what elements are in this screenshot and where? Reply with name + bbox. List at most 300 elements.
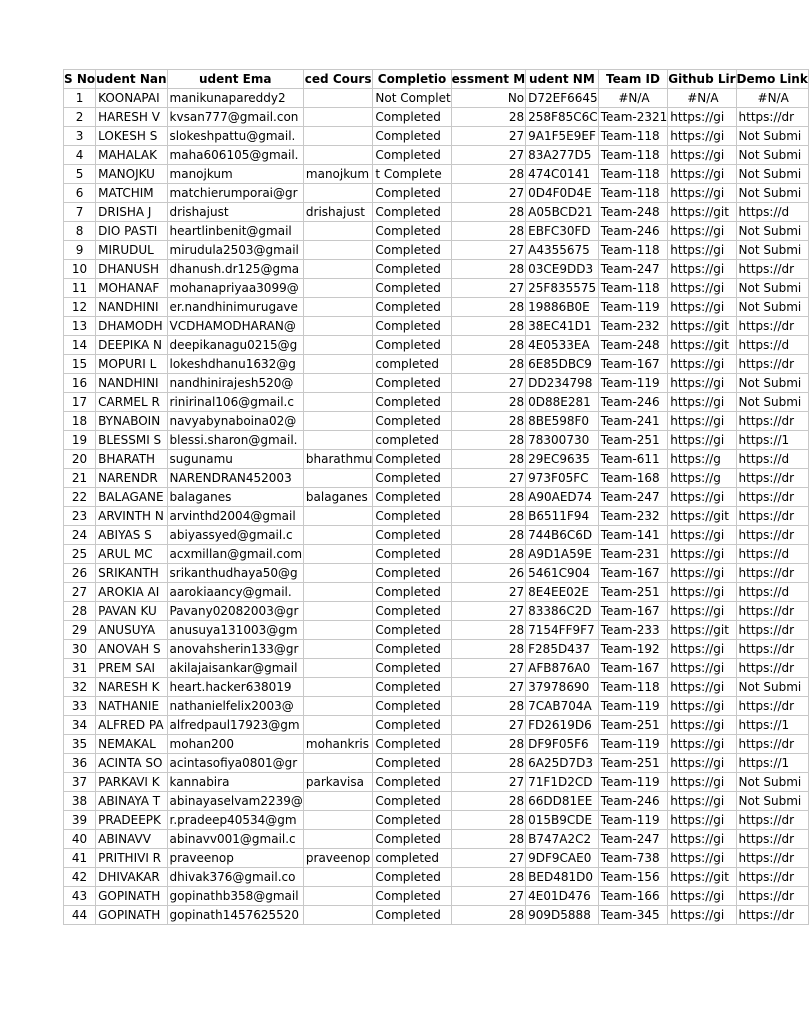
cell-completion[interactable]: Completed: [373, 659, 451, 678]
cell-student-email[interactable]: dhanush.dr125@gma: [167, 260, 303, 279]
cell-placed-course[interactable]: [303, 469, 372, 488]
cell-placed-course[interactable]: parkavisa: [303, 773, 372, 792]
cell-assessment-marks[interactable]: 27: [451, 469, 525, 488]
cell-github-link[interactable]: https://g: [668, 450, 736, 469]
cell-github-link[interactable]: https://gi: [668, 393, 736, 412]
cell-assessment-marks[interactable]: 27: [451, 146, 525, 165]
cell-s-no[interactable]: 2: [64, 108, 96, 127]
header-placed-course[interactable]: ced Cours: [303, 70, 372, 89]
cell-student-email[interactable]: maha606105@gmail.: [167, 146, 303, 165]
cell-placed-course[interactable]: [303, 393, 372, 412]
cell-completion[interactable]: Completed: [373, 792, 451, 811]
cell-placed-course[interactable]: [303, 355, 372, 374]
cell-demo-link[interactable]: Not Submi: [736, 165, 808, 184]
cell-student-nm-id[interactable]: EBFC30FD: [526, 222, 599, 241]
cell-student-name[interactable]: ALFRED PA: [96, 716, 167, 735]
cell-student-email[interactable]: srikanthudhaya50@g: [167, 564, 303, 583]
cell-github-link[interactable]: https://gi: [668, 602, 736, 621]
cell-student-nm-id[interactable]: 29EC9635: [526, 450, 599, 469]
header-github-link[interactable]: Github Lir: [668, 70, 736, 89]
cell-completion[interactable]: Completed: [373, 108, 451, 127]
cell-team-id[interactable]: Team-119: [598, 298, 668, 317]
cell-assessment-marks[interactable]: 28: [451, 393, 525, 412]
cell-team-id[interactable]: Team-119: [598, 697, 668, 716]
cell-student-email[interactable]: gopinath1457625520: [167, 906, 303, 925]
cell-s-no[interactable]: 34: [64, 716, 96, 735]
cell-completion[interactable]: Completed: [373, 317, 451, 336]
cell-placed-course[interactable]: [303, 887, 372, 906]
header-student-email[interactable]: udent Ema: [167, 70, 303, 89]
cell-student-name[interactable]: SRIKANTH: [96, 564, 167, 583]
cell-student-name[interactable]: BYNABOIN: [96, 412, 167, 431]
cell-student-name[interactable]: DRISHA J: [96, 203, 167, 222]
cell-student-name[interactable]: BHARATH: [96, 450, 167, 469]
cell-team-id[interactable]: Team-168: [598, 469, 668, 488]
cell-student-name[interactable]: DEEPIKA N: [96, 336, 167, 355]
cell-completion[interactable]: Completed: [373, 526, 451, 545]
cell-placed-course[interactable]: [303, 754, 372, 773]
cell-assessment-marks[interactable]: 28: [451, 431, 525, 450]
cell-student-name[interactable]: AROKIA AI: [96, 583, 167, 602]
cell-student-email[interactable]: mohan200: [167, 735, 303, 754]
cell-completion[interactable]: Completed: [373, 602, 451, 621]
cell-student-name[interactable]: NANDHINI: [96, 374, 167, 393]
cell-team-id[interactable]: Team-233: [598, 621, 668, 640]
cell-github-link[interactable]: https://gi: [668, 735, 736, 754]
cell-github-link[interactable]: https://gi: [668, 887, 736, 906]
cell-demo-link[interactable]: https://dr: [736, 564, 808, 583]
cell-student-name[interactable]: PARKAVI K: [96, 773, 167, 792]
cell-s-no[interactable]: 16: [64, 374, 96, 393]
cell-demo-link[interactable]: https://dr: [736, 887, 808, 906]
cell-completion[interactable]: Completed: [373, 393, 451, 412]
cell-team-id[interactable]: Team-251: [598, 716, 668, 735]
cell-demo-link[interactable]: https://dr: [736, 811, 808, 830]
header-completion[interactable]: Completio: [373, 70, 451, 89]
cell-student-email[interactable]: nandhinirajesh520@: [167, 374, 303, 393]
cell-demo-link[interactable]: Not Submi: [736, 678, 808, 697]
cell-student-email[interactable]: Pavany02082003@gr: [167, 602, 303, 621]
cell-team-id[interactable]: Team-166: [598, 887, 668, 906]
cell-team-id[interactable]: Team-118: [598, 678, 668, 697]
cell-team-id[interactable]: Team-119: [598, 811, 668, 830]
cell-completion[interactable]: Completed: [373, 184, 451, 203]
cell-team-id[interactable]: #N/A: [598, 89, 668, 108]
cell-placed-course[interactable]: [303, 507, 372, 526]
cell-placed-course[interactable]: [303, 830, 372, 849]
cell-completion[interactable]: Completed: [373, 412, 451, 431]
cell-placed-course[interactable]: [303, 146, 372, 165]
cell-team-id[interactable]: Team-118: [598, 165, 668, 184]
cell-assessment-marks[interactable]: 27: [451, 773, 525, 792]
cell-team-id[interactable]: Team-231: [598, 545, 668, 564]
cell-placed-course[interactable]: [303, 431, 372, 450]
cell-student-nm-id[interactable]: D72EF6645: [526, 89, 599, 108]
cell-s-no[interactable]: 20: [64, 450, 96, 469]
cell-student-email[interactable]: dhivak376@gmail.co: [167, 868, 303, 887]
cell-completion[interactable]: Completed: [373, 279, 451, 298]
cell-demo-link[interactable]: Not Submi: [736, 393, 808, 412]
cell-student-email[interactable]: blessi.sharon@gmail.: [167, 431, 303, 450]
cell-team-id[interactable]: Team-247: [598, 830, 668, 849]
cell-s-no[interactable]: 14: [64, 336, 96, 355]
cell-team-id[interactable]: Team-118: [598, 127, 668, 146]
cell-student-name[interactable]: MANOJKU: [96, 165, 167, 184]
cell-github-link[interactable]: https://gi: [668, 146, 736, 165]
cell-student-nm-id[interactable]: 03CE9DD3: [526, 260, 599, 279]
cell-github-link[interactable]: https://gi: [668, 222, 736, 241]
cell-assessment-marks[interactable]: 27: [451, 241, 525, 260]
cell-student-name[interactable]: NANDHINI: [96, 298, 167, 317]
cell-student-nm-id[interactable]: 909D5888: [526, 906, 599, 925]
cell-github-link[interactable]: https://gi: [668, 659, 736, 678]
cell-github-link[interactable]: https://gi: [668, 488, 736, 507]
cell-student-nm-id[interactable]: 19886B0E: [526, 298, 599, 317]
cell-student-nm-id[interactable]: A05BCD21: [526, 203, 599, 222]
cell-assessment-marks[interactable]: 27: [451, 602, 525, 621]
cell-assessment-marks[interactable]: 28: [451, 640, 525, 659]
cell-assessment-marks[interactable]: 27: [451, 374, 525, 393]
cell-student-email[interactable]: manikunapareddy2: [167, 89, 303, 108]
cell-student-name[interactable]: KOONAPAI: [96, 89, 167, 108]
cell-s-no[interactable]: 3: [64, 127, 96, 146]
cell-demo-link[interactable]: https://dr: [736, 830, 808, 849]
cell-github-link[interactable]: https://git: [668, 621, 736, 640]
cell-team-id[interactable]: Team-167: [598, 659, 668, 678]
cell-demo-link[interactable]: https://dr: [736, 108, 808, 127]
cell-student-email[interactable]: balaganes: [167, 488, 303, 507]
cell-student-nm-id[interactable]: 78300730: [526, 431, 599, 450]
cell-student-nm-id[interactable]: 66DD81EE: [526, 792, 599, 811]
cell-student-nm-id[interactable]: 744B6C6D: [526, 526, 599, 545]
cell-placed-course[interactable]: [303, 526, 372, 545]
cell-placed-course[interactable]: [303, 298, 372, 317]
cell-team-id[interactable]: Team-156: [598, 868, 668, 887]
cell-assessment-marks[interactable]: 27: [451, 583, 525, 602]
cell-student-name[interactable]: ARUL MC: [96, 545, 167, 564]
cell-github-link[interactable]: https://git: [668, 203, 736, 222]
cell-assessment-marks[interactable]: 28: [451, 507, 525, 526]
cell-team-id[interactable]: Team-119: [598, 735, 668, 754]
cell-student-email[interactable]: abinayaselvam2239@: [167, 792, 303, 811]
cell-team-id[interactable]: Team-738: [598, 849, 668, 868]
cell-completion[interactable]: Completed: [373, 583, 451, 602]
cell-team-id[interactable]: Team-251: [598, 754, 668, 773]
cell-completion[interactable]: Completed: [373, 336, 451, 355]
cell-s-no[interactable]: 13: [64, 317, 96, 336]
header-assessment-marks[interactable]: essment M: [451, 70, 525, 89]
cell-demo-link[interactable]: https://dr: [736, 317, 808, 336]
cell-assessment-marks[interactable]: 28: [451, 697, 525, 716]
cell-placed-course[interactable]: drishajust: [303, 203, 372, 222]
cell-student-nm-id[interactable]: 0D88E281: [526, 393, 599, 412]
cell-assessment-marks[interactable]: 27: [451, 184, 525, 203]
cell-placed-course[interactable]: [303, 184, 372, 203]
cell-student-nm-id[interactable]: 015B9CDE: [526, 811, 599, 830]
cell-student-nm-id[interactable]: A9D1A59E: [526, 545, 599, 564]
cell-student-email[interactable]: alfredpaul17923@gm: [167, 716, 303, 735]
cell-github-link[interactable]: https://gi: [668, 374, 736, 393]
cell-student-nm-id[interactable]: 71F1D2CD: [526, 773, 599, 792]
cell-completion[interactable]: Completed: [373, 868, 451, 887]
cell-github-link[interactable]: https://gi: [668, 716, 736, 735]
cell-assessment-marks[interactable]: 28: [451, 336, 525, 355]
cell-demo-link[interactable]: https://1: [736, 716, 808, 735]
cell-github-link[interactable]: https://gi: [668, 754, 736, 773]
cell-student-email[interactable]: matchierumporai@gr: [167, 184, 303, 203]
cell-completion[interactable]: Completed: [373, 716, 451, 735]
cell-assessment-marks[interactable]: 27: [451, 659, 525, 678]
cell-student-nm-id[interactable]: DD234798: [526, 374, 599, 393]
cell-student-email[interactable]: anovahsherin133@gr: [167, 640, 303, 659]
cell-assessment-marks[interactable]: 28: [451, 868, 525, 887]
cell-placed-course[interactable]: [303, 336, 372, 355]
cell-team-id[interactable]: Team-232: [598, 317, 668, 336]
cell-placed-course[interactable]: [303, 108, 372, 127]
cell-completion[interactable]: Completed: [373, 773, 451, 792]
cell-demo-link[interactable]: Not Submi: [736, 222, 808, 241]
cell-github-link[interactable]: https://gi: [668, 773, 736, 792]
cell-demo-link[interactable]: Not Submi: [736, 279, 808, 298]
cell-s-no[interactable]: 43: [64, 887, 96, 906]
cell-completion[interactable]: Completed: [373, 697, 451, 716]
cell-completion[interactable]: Completed: [373, 507, 451, 526]
header-team-id[interactable]: Team ID: [598, 70, 668, 89]
cell-team-id[interactable]: Team-118: [598, 146, 668, 165]
cell-student-nm-id[interactable]: 4E01D476: [526, 887, 599, 906]
cell-assessment-marks[interactable]: 27: [451, 279, 525, 298]
cell-student-nm-id[interactable]: 25F835575: [526, 279, 599, 298]
cell-github-link[interactable]: https://gi: [668, 431, 736, 450]
cell-assessment-marks[interactable]: 28: [451, 545, 525, 564]
cell-completion[interactable]: Completed: [373, 640, 451, 659]
cell-student-email[interactable]: akilajaisankar@gmail: [167, 659, 303, 678]
cell-assessment-marks[interactable]: 28: [451, 260, 525, 279]
cell-student-nm-id[interactable]: 4E0533EA: [526, 336, 599, 355]
cell-team-id[interactable]: Team-167: [598, 602, 668, 621]
cell-student-name[interactable]: GOPINATH: [96, 887, 167, 906]
cell-demo-link[interactable]: https://dr: [736, 868, 808, 887]
cell-github-link[interactable]: https://gi: [668, 108, 736, 127]
cell-s-no[interactable]: 10: [64, 260, 96, 279]
cell-demo-link[interactable]: https://dr: [736, 260, 808, 279]
cell-student-email[interactable]: lokeshdhanu1632@g: [167, 355, 303, 374]
cell-s-no[interactable]: 26: [64, 564, 96, 583]
cell-s-no[interactable]: 17: [64, 393, 96, 412]
cell-demo-link[interactable]: Not Submi: [736, 298, 808, 317]
cell-student-nm-id[interactable]: 5461C904: [526, 564, 599, 583]
cell-assessment-marks[interactable]: 27: [451, 887, 525, 906]
cell-placed-course[interactable]: praveenop: [303, 849, 372, 868]
cell-demo-link[interactable]: https://dr: [736, 849, 808, 868]
cell-placed-course[interactable]: [303, 906, 372, 925]
cell-placed-course[interactable]: [303, 697, 372, 716]
cell-student-email[interactable]: r.pradeep40534@gm: [167, 811, 303, 830]
cell-placed-course[interactable]: [303, 640, 372, 659]
cell-team-id[interactable]: Team-118: [598, 184, 668, 203]
cell-github-link[interactable]: https://gi: [668, 583, 736, 602]
cell-demo-link[interactable]: Not Submi: [736, 773, 808, 792]
cell-placed-course[interactable]: [303, 412, 372, 431]
cell-student-nm-id[interactable]: B747A2C2: [526, 830, 599, 849]
cell-github-link[interactable]: https://gi: [668, 545, 736, 564]
cell-student-nm-id[interactable]: B6511F94: [526, 507, 599, 526]
cell-assessment-marks[interactable]: 28: [451, 203, 525, 222]
header-demo-link[interactable]: Demo Link: [736, 70, 808, 89]
cell-assessment-marks[interactable]: 26: [451, 564, 525, 583]
cell-demo-link[interactable]: https://dr: [736, 621, 808, 640]
cell-assessment-marks[interactable]: 27: [451, 678, 525, 697]
cell-demo-link[interactable]: https://1: [736, 754, 808, 773]
cell-student-email[interactable]: mirudula2503@gmail: [167, 241, 303, 260]
cell-completion[interactable]: Completed: [373, 811, 451, 830]
cell-placed-course[interactable]: [303, 89, 372, 108]
cell-assessment-marks[interactable]: 28: [451, 735, 525, 754]
cell-placed-course[interactable]: bharathmu: [303, 450, 372, 469]
cell-demo-link[interactable]: #N/A: [736, 89, 808, 108]
cell-student-nm-id[interactable]: F285D437: [526, 640, 599, 659]
cell-demo-link[interactable]: https://dr: [736, 507, 808, 526]
cell-team-id[interactable]: Team-241: [598, 412, 668, 431]
cell-demo-link[interactable]: Not Submi: [736, 146, 808, 165]
cell-assessment-marks[interactable]: 27: [451, 127, 525, 146]
cell-assessment-marks[interactable]: 27: [451, 716, 525, 735]
cell-team-id[interactable]: Team-247: [598, 488, 668, 507]
cell-placed-course[interactable]: [303, 792, 372, 811]
cell-student-name[interactable]: MOPURI L: [96, 355, 167, 374]
cell-completion[interactable]: Completed: [373, 488, 451, 507]
cell-student-email[interactable]: kvsan777@gmail.con: [167, 108, 303, 127]
cell-student-nm-id[interactable]: 8E4EE02E: [526, 583, 599, 602]
cell-github-link[interactable]: https://gi: [668, 260, 736, 279]
cell-demo-link[interactable]: Not Submi: [736, 184, 808, 203]
cell-s-no[interactable]: 4: [64, 146, 96, 165]
cell-github-link[interactable]: https://gi: [668, 165, 736, 184]
cell-github-link[interactable]: https://git: [668, 317, 736, 336]
cell-s-no[interactable]: 21: [64, 469, 96, 488]
cell-s-no[interactable]: 25: [64, 545, 96, 564]
cell-demo-link[interactable]: https://dr: [736, 602, 808, 621]
cell-student-nm-id[interactable]: 0D4F0D4E: [526, 184, 599, 203]
cell-completion[interactable]: Completed: [373, 298, 451, 317]
cell-demo-link[interactable]: https://d: [736, 450, 808, 469]
cell-team-id[interactable]: Team-246: [598, 792, 668, 811]
cell-placed-course[interactable]: [303, 621, 372, 640]
cell-placed-course[interactable]: [303, 241, 372, 260]
cell-demo-link[interactable]: https://1: [736, 431, 808, 450]
cell-demo-link[interactable]: https://dr: [736, 412, 808, 431]
header-s-no[interactable]: S No: [64, 70, 96, 89]
cell-assessment-marks[interactable]: 28: [451, 621, 525, 640]
cell-completion[interactable]: Completed: [373, 374, 451, 393]
cell-assessment-marks[interactable]: 28: [451, 165, 525, 184]
cell-student-name[interactable]: GOPINATH: [96, 906, 167, 925]
cell-s-no[interactable]: 35: [64, 735, 96, 754]
cell-team-id[interactable]: Team-248: [598, 203, 668, 222]
cell-student-email[interactable]: NARENDRAN452003: [167, 469, 303, 488]
cell-s-no[interactable]: 24: [64, 526, 96, 545]
cell-team-id[interactable]: Team-251: [598, 431, 668, 450]
cell-student-name[interactable]: NARENDR: [96, 469, 167, 488]
cell-student-name[interactable]: ABIYAS S: [96, 526, 167, 545]
cell-student-name[interactable]: ACINTA SO: [96, 754, 167, 773]
cell-student-nm-id[interactable]: DF9F05F6: [526, 735, 599, 754]
cell-github-link[interactable]: #N/A: [668, 89, 736, 108]
cell-student-name[interactable]: ABINAVV: [96, 830, 167, 849]
cell-completion[interactable]: Completed: [373, 887, 451, 906]
cell-demo-link[interactable]: Not Submi: [736, 792, 808, 811]
cell-s-no[interactable]: 39: [64, 811, 96, 830]
cell-assessment-marks[interactable]: 28: [451, 450, 525, 469]
cell-s-no[interactable]: 1: [64, 89, 96, 108]
cell-assessment-marks[interactable]: 28: [451, 298, 525, 317]
cell-completion[interactable]: completed: [373, 431, 451, 450]
cell-s-no[interactable]: 6: [64, 184, 96, 203]
cell-placed-course[interactable]: [303, 279, 372, 298]
cell-student-nm-id[interactable]: 7154FF9F7: [526, 621, 599, 640]
cell-student-email[interactable]: abinavv001@gmail.c: [167, 830, 303, 849]
cell-github-link[interactable]: https://git: [668, 868, 736, 887]
cell-student-name[interactable]: MAHALAK: [96, 146, 167, 165]
cell-student-nm-id[interactable]: 9A1F5E9EF: [526, 127, 599, 146]
cell-team-id[interactable]: Team-611: [598, 450, 668, 469]
cell-student-email[interactable]: heartlinbenit@gmail: [167, 222, 303, 241]
cell-github-link[interactable]: https://gi: [668, 906, 736, 925]
cell-assessment-marks[interactable]: 28: [451, 754, 525, 773]
cell-demo-link[interactable]: https://dr: [736, 735, 808, 754]
cell-student-email[interactable]: navyabynaboina02@: [167, 412, 303, 431]
cell-student-name[interactable]: NATHANIE: [96, 697, 167, 716]
cell-s-no[interactable]: 32: [64, 678, 96, 697]
cell-completion[interactable]: completed: [373, 849, 451, 868]
cell-student-nm-id[interactable]: AFB876A0: [526, 659, 599, 678]
cell-team-id[interactable]: Team-118: [598, 279, 668, 298]
cell-team-id[interactable]: Team-119: [598, 374, 668, 393]
cell-team-id[interactable]: Team-251: [598, 583, 668, 602]
cell-student-email[interactable]: sugunamu: [167, 450, 303, 469]
cell-team-id[interactable]: Team-246: [598, 393, 668, 412]
cell-student-name[interactable]: NARESH K: [96, 678, 167, 697]
header-student-name[interactable]: udent Nan: [96, 70, 167, 89]
cell-s-no[interactable]: 42: [64, 868, 96, 887]
cell-github-link[interactable]: https://gi: [668, 355, 736, 374]
cell-student-email[interactable]: anusuya131003@gm: [167, 621, 303, 640]
cell-assessment-marks[interactable]: 28: [451, 412, 525, 431]
cell-student-name[interactable]: PREM SAI: [96, 659, 167, 678]
cell-student-name[interactable]: DHANUSH: [96, 260, 167, 279]
cell-github-link[interactable]: https://gi: [668, 412, 736, 431]
cell-s-no[interactable]: 15: [64, 355, 96, 374]
cell-placed-course[interactable]: [303, 868, 372, 887]
header-student-nm-id[interactable]: udent NM: [526, 70, 599, 89]
cell-demo-link[interactable]: https://dr: [736, 659, 808, 678]
cell-demo-link[interactable]: https://d: [736, 336, 808, 355]
cell-team-id[interactable]: Team-167: [598, 564, 668, 583]
cell-completion[interactable]: Completed: [373, 127, 451, 146]
cell-github-link[interactable]: https://gi: [668, 830, 736, 849]
cell-student-nm-id[interactable]: A90AED74: [526, 488, 599, 507]
cell-demo-link[interactable]: https://dr: [736, 488, 808, 507]
cell-placed-course[interactable]: [303, 222, 372, 241]
cell-demo-link[interactable]: https://dr: [736, 469, 808, 488]
cell-student-email[interactable]: VCDHAMODHARAN@: [167, 317, 303, 336]
cell-team-id[interactable]: Team-118: [598, 241, 668, 260]
cell-student-nm-id[interactable]: BED481D0: [526, 868, 599, 887]
cell-placed-course[interactable]: [303, 374, 372, 393]
cell-student-email[interactable]: gopinathb358@gmail: [167, 887, 303, 906]
cell-student-nm-id[interactable]: 6E85DBC9: [526, 355, 599, 374]
cell-student-email[interactable]: er.nandhinimurugave: [167, 298, 303, 317]
